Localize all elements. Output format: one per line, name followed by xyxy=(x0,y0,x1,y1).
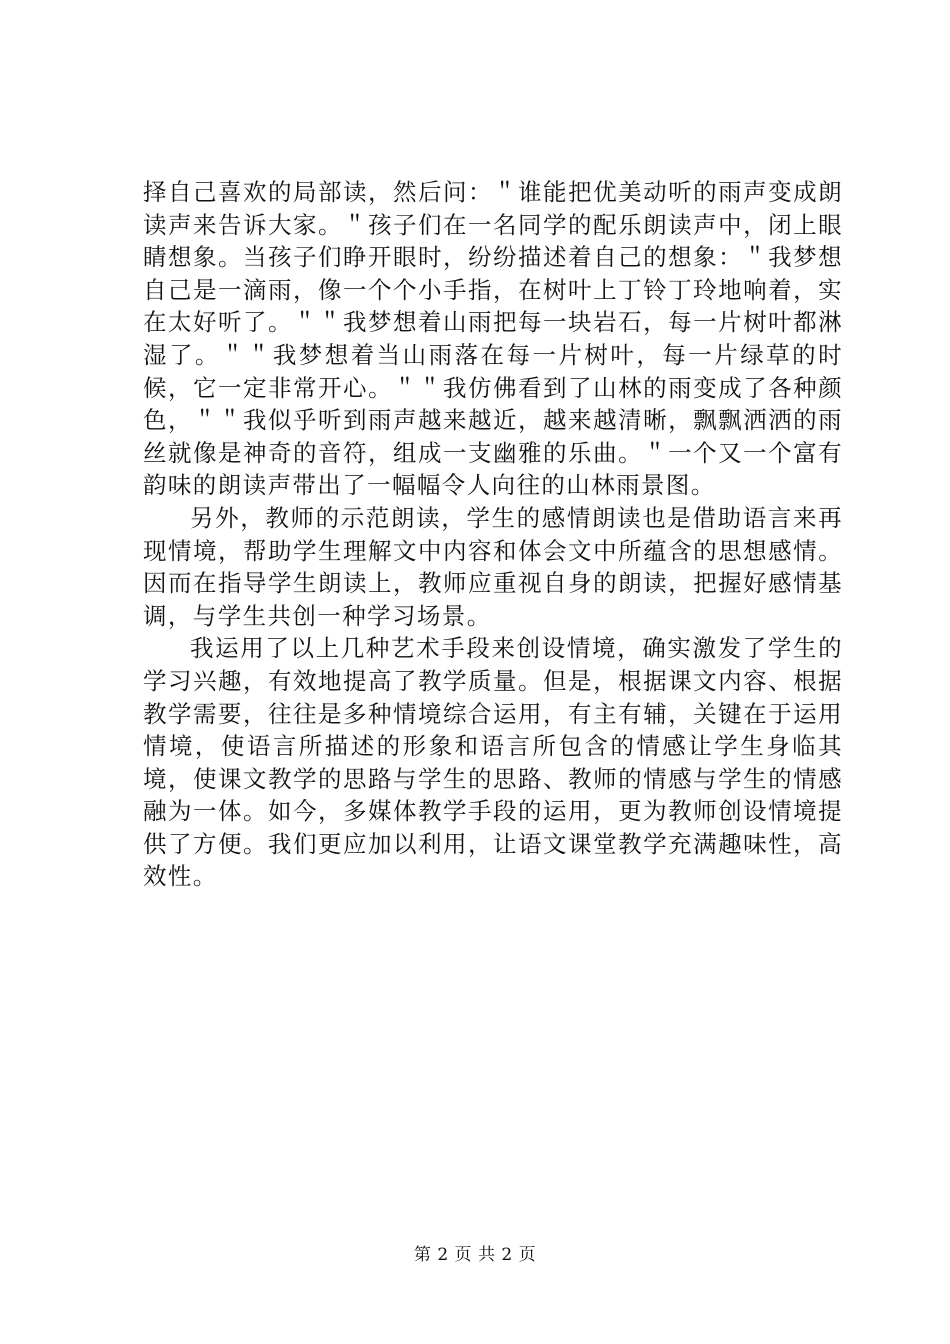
paragraph-2: 另外，教师的示范朗读，学生的感情朗读也是借助语言来再现情境，帮助学生理解文中内容和体会文中所蕴含的思想感情。因而在指导学生朗读上，教师应重视自身的朗读，把握好感情基调，与学生共创一种学习场景。 xyxy=(143,503,843,630)
paragraph-3: 我运用了以上几种艺术手段来创设情境，确实激发了学生的学习兴趣，有效地提高了教学质量。但是，根据课文内容、根据教学需要，往往是多种情境综合运用，有主有辅，关键在于运用情境，使语言所描述的形象和语言所包含的情感让学生身临其境，使课文教学的思路与学生的思路、教师的情感与学生的情感融为一体。如今，多媒体教学手段的运用，更为教师创设情境提供了方便。我们更应加以利用，让语文课堂教学充满趣味性，高效性。 xyxy=(143,634,843,891)
paragraph-1: 择自己喜欢的局部读，然后问：＂谁能把优美动听的雨声变成朗读声来告诉大家。＂孩子们在一名同学的配乐朗读声中，闭上眼睛想象。当孩子们睁开眼时，纷纷描述着自己的想象：＂我梦想自己是一滴雨，像一个个小手指，在树叶上丁铃丁玲地响着，实在太好听了。＂＂我梦想着山雨把每一块岩石，每一片树叶都淋湿了。＂＂我梦想着当山雨落在每一片树叶，每一片绿草的时候，它一定非常开心。＂＂我仿佛看到了山林的雨变成了各种颜色，＂＂我似乎听到雨声越来越近，越来越清晰，飘飘洒洒的雨丝就像是神奇的音符，组成一支幽雅的乐曲。＂一个又一个富有韵味的朗读声带出了一幅幅令人向往的山林雨景图。 xyxy=(143,178,843,500)
document-body xyxy=(143,176,843,893)
page-number-footer: 第 2 页 共 2 页 xyxy=(413,1245,537,1265)
